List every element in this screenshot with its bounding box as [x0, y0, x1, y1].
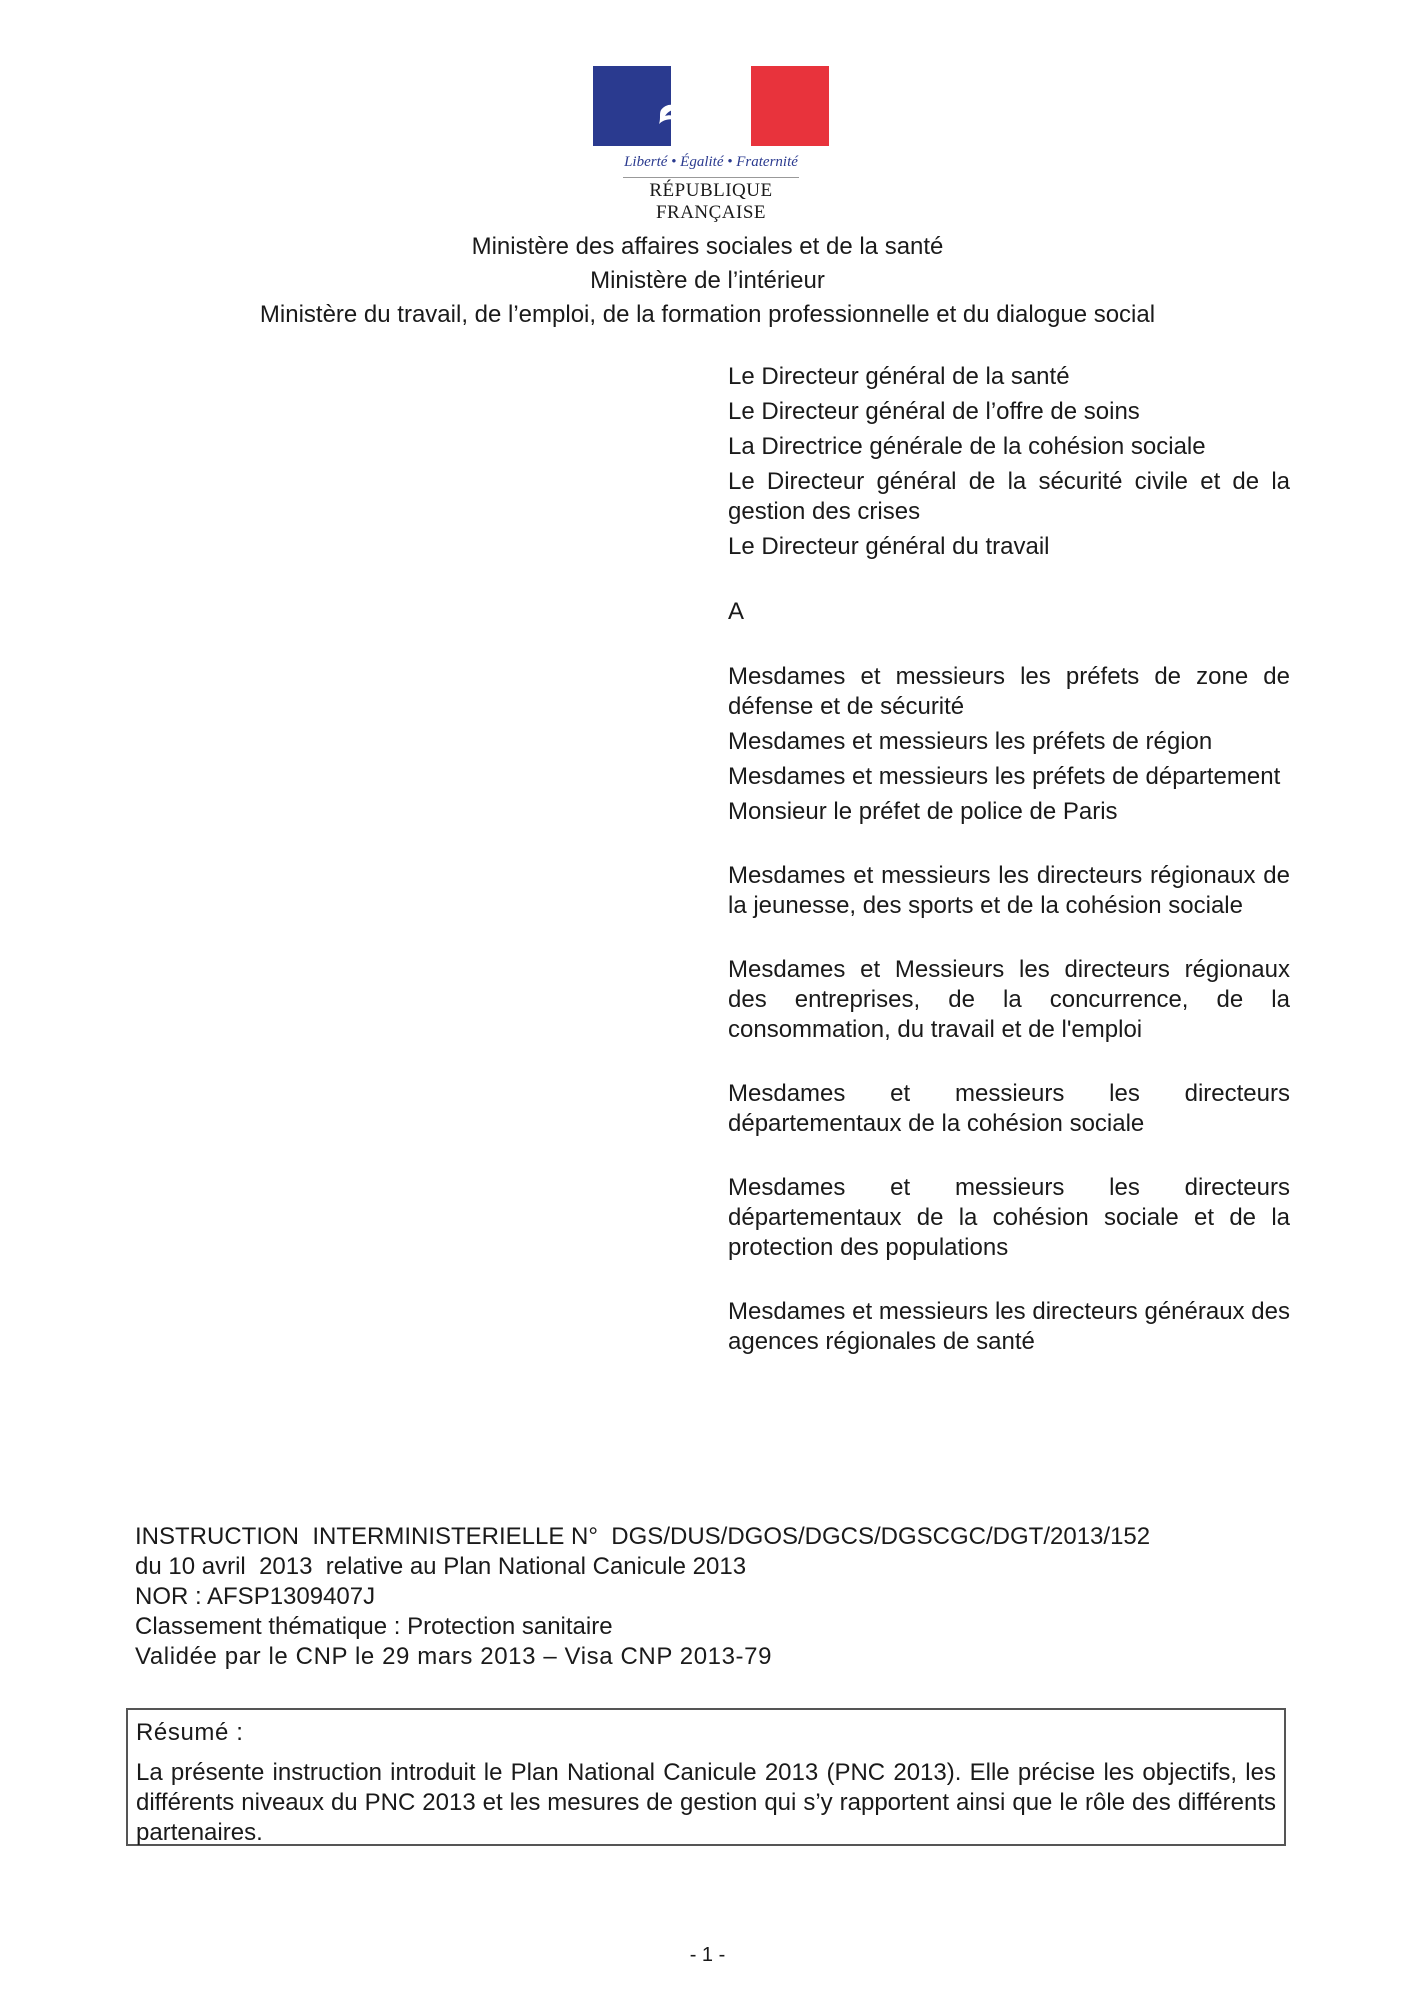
logo-motto: Liberté • Égalité • Fraternité	[624, 154, 798, 170]
instruction-title: INSTRUCTION INTERMINISTERIELLE N° DGS/DUS/DGOS/DGCS/DGSCGC/DGT/2013/152	[135, 1523, 1151, 1550]
recipient-line: Mesdames et messieurs les directeurs départementaux de la cohésion sociale	[728, 1080, 1290, 1137]
logo-republique-francaise: RÉPUBLIQUE FRANÇAISE	[649, 180, 773, 223]
instruction-nor: NOR : AFSP1309407J	[135, 1583, 376, 1610]
summary-title: Résumé :	[136, 1719, 244, 1746]
sender-line: Le Directeur général de l’offre de soins	[728, 398, 1140, 425]
tricolor-flag	[593, 66, 829, 146]
instruction-date: du 10 avril 2013 relative au Plan National Canicule 2013	[135, 1553, 747, 1580]
sender-line: Le Directeur général de la santé	[728, 363, 1070, 390]
flag-white-band	[671, 66, 751, 146]
recipient-line: Mesdames et messieurs les préfets de zone de défense et de sécurité	[728, 663, 1290, 720]
sender-line: La Directrice générale de la cohésion sociale	[728, 433, 1206, 460]
recipient-line: Mesdames et messieurs les préfets de région	[728, 728, 1213, 755]
republique-francaise-logo	[593, 66, 829, 223]
recipient-line: Mesdames et messieurs les directeurs régionaux de la jeunesse, des sports et de la cohésion sociale	[728, 862, 1290, 919]
addressee-block	[728, 362, 1290, 1362]
to-label: A	[728, 598, 745, 625]
summary-body: La présente instruction introduit le Plan National Canicule 2013 (PNC 2013). Elle précise les objectifs, les différents niveaux du PNC 2013 et les mesures de gestion qui s’y rapportent ainsi que le rôle des différents partenaires.	[136, 1759, 1276, 1846]
marianne-profile-icon	[641, 66, 721, 146]
ministry-line: Ministère du travail, de l’emploi, de la formation professionnelle et du dialogue social	[259, 301, 1156, 328]
instruction-validation: Validée par le CNP le 29 mars 2013 – Visa CNP 2013-79	[135, 1643, 773, 1670]
flag-red-band	[751, 66, 829, 146]
sender-line: Le Directeur général de la sécurité civile et de la gestion des crises	[728, 468, 1290, 525]
ministries-header	[0, 230, 1415, 332]
ministry-line: Ministère de l’intérieur	[590, 267, 825, 294]
sender-line: Le Directeur général du travail	[728, 533, 1050, 560]
recipient-line: Mesdames et messieurs les directeurs généraux des agences régionales de santé	[728, 1298, 1290, 1355]
instruction-classement: Classement thématique : Protection sanitaire	[135, 1613, 613, 1640]
instruction-reference	[135, 1522, 1295, 1672]
logo-divider	[623, 177, 799, 178]
page-number: - 1 -	[689, 1944, 726, 1966]
recipient-line: Monsieur le préfet de police de Paris	[728, 798, 1118, 825]
recipient-line: Mesdames et Messieurs les directeurs régionaux des entreprises, de la concurrence, de la consommation, du travail et de l'emploi	[728, 956, 1290, 1043]
ministry-line: Ministère des affaires sociales et de la santé	[471, 233, 944, 260]
summary-box	[126, 1708, 1286, 1846]
recipient-line: Mesdames et messieurs les préfets de département	[728, 763, 1281, 790]
recipient-line: Mesdames et messieurs les directeurs départementaux de la cohésion sociale et de la protection des populations	[728, 1174, 1290, 1261]
